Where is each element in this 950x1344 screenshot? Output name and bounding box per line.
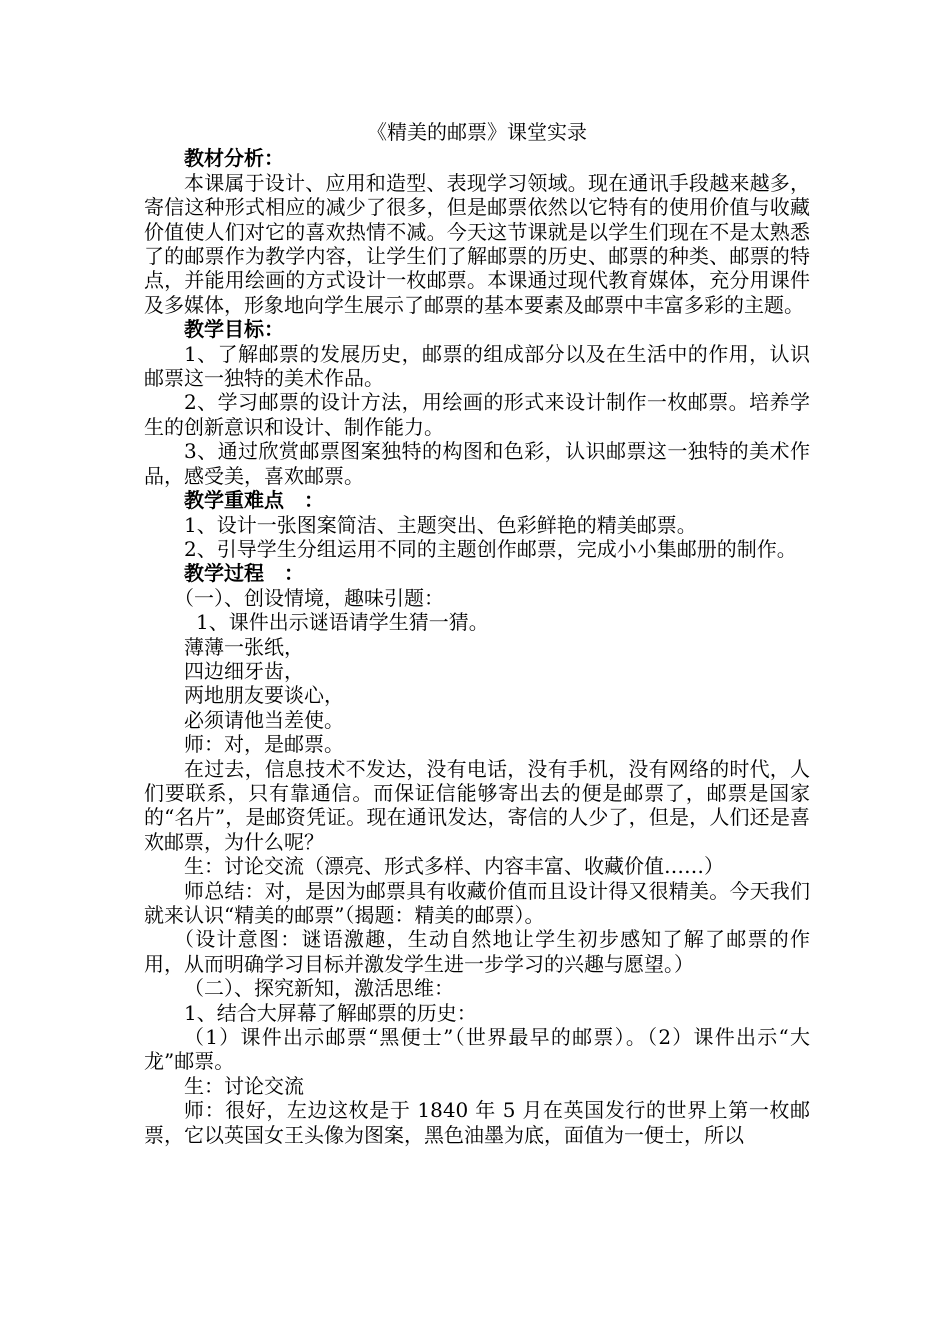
riddle-line-4: 必须请他当差使。 (184, 707, 344, 732)
teacher-summary: 师总结：对，是因为邮票具有收藏价值而且设计得又很精美。今天我们就来认识“精美的邮票”（揭题：精美的邮票）。 (144, 878, 810, 927)
step-heading-1: （一）、创设情境，趣味引题： (174, 585, 444, 610)
step-item-2-1-detail: （1）课件出示邮票“黑便士”（世界最早的邮票）。（2）课件出示“大龙”邮票。 (144, 1025, 810, 1074)
paragraph-past: 在过去，信息技术不发达，没有电话，没有手机，没有网络的时代，人们要联系，只有靠通信。而保证信能够寄出去的便是邮票了，邮票是国家的“名片”，是邮资凭证。现在通讯发达，寄信的人少了，但是，人们还是喜欢邮票，为什么呢？ (144, 756, 810, 854)
step-heading-2: （二）、探究新知，激活思维： (184, 976, 454, 1001)
student-line-1: 生：讨论交流（漂亮、形式多样、内容丰富、收藏价值……） (184, 854, 724, 879)
section-heading-material-analysis: 教材分析： (184, 146, 284, 171)
design-intent: （设计意图：谜语激趣，生动自然地让学生初步感知了解了邮票的作用，从而明确学习目标并激发学生进一步学习的兴趣与愿望。） (144, 927, 810, 976)
teacher-line-1: 师：对，是邮票。 (184, 732, 344, 757)
paragraph-goal-3: 3、通过欣赏邮票图案独特的构图和色彩，认识邮票这一独特的美术作品，感受美，喜欢邮票。 (144, 439, 810, 488)
section-heading-teaching-process: 教学过程 ： (184, 561, 304, 586)
document-title: 《精美的邮票》课堂实录 (367, 120, 587, 144)
step-item-2-1: 1、结合大屏幕了解邮票的历史： (184, 1000, 477, 1025)
section-heading-key-points: 教学重难点 ： (184, 488, 324, 513)
paragraph-key-point-2: 2、引导学生分组运用不同的主题创作邮票，完成小小集邮册的制作。 (184, 536, 797, 561)
student-line-2: 生：讨论交流 (184, 1073, 304, 1098)
teacher-line-2: 师：很好，左边这枚是于 1840 年 5 月在英国发行的世界上第一枚邮票，它以英国女王头像为图案，黑色油墨为底，面值为一便士，所以 (144, 1098, 810, 1147)
paragraph-key-point-1: 1、设计一张图案简洁、主题突出、色彩鲜艳的精美邮票。 (184, 512, 697, 537)
section-heading-teaching-goals: 教学目标： (184, 317, 284, 342)
step-item-1-1: 1、课件出示谜语请学生猜一猜。 (196, 610, 489, 635)
riddle-line-1: 薄薄一张纸， (184, 634, 304, 659)
paragraph-goal-1: 1、了解邮票的发展历史，邮票的组成部分以及在生活中的作用，认识邮票这一独特的美术作品。 (144, 341, 810, 391)
document-page (144, 120, 810, 1147)
paragraph-goal-2: 2、学习邮票的设计方法，用绘画的形式来设计制作一枚邮票。培养学生的创新意识和设计、制作能力。 (144, 390, 810, 439)
riddle-line-3: 两地朋友要谈心， (184, 683, 344, 708)
paragraph-material-analysis: 本课属于设计、应用和造型、表现学习领域。现在通讯手段越来越多，寄信这种形式相应的减少了很多，但是邮票依然以它特有的使用价值与收藏价值使人们对它的喜欢热情不减。今天这节课就是以学生们现在不是太熟悉了的邮票作为教学内容，让学生们了解邮票的历史、邮票的种类、邮票的特点，并能用绘画的方式设计一枚邮票。本课通过现代教育媒体，充分用课件及多媒体，形象地向学生展示了邮票的基本要素及邮票中丰富多彩的主题。 (144, 170, 810, 317)
riddle-line-2: 四边细牙齿， (184, 658, 304, 683)
